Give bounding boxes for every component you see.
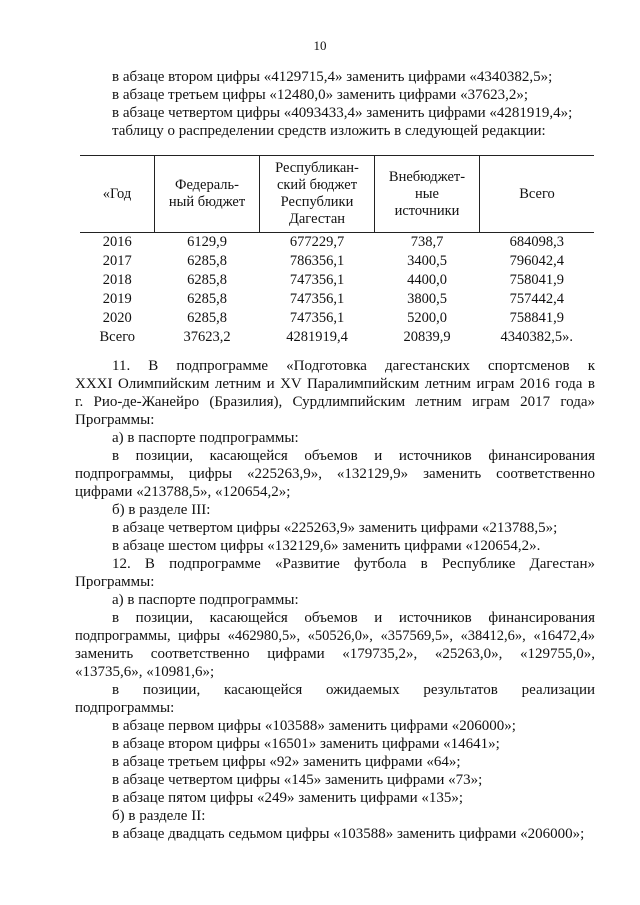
paragraph-line: в позиции, касающейся объемов и источников финансирования bbox=[112, 448, 595, 464]
paragraph-line: подпрограммы, цифры «462980,5», «50526,0», «357569,5», «38412,6», «16472,4» bbox=[75, 628, 595, 644]
cell: 2019 bbox=[102, 291, 132, 307]
cell: 3400,5 bbox=[407, 253, 447, 269]
paragraph-line: 12. В подпрограмме «Развитие футбола в Республике Дагестан» bbox=[112, 556, 595, 572]
cell: 6285,8 bbox=[187, 253, 227, 269]
text-line: в абзаце четвертом цифры «4093433,4» заменить цифрами «4281919,4»; bbox=[112, 105, 573, 121]
paragraph-line: в позиции, касающейся объемов и источников финансирования bbox=[112, 610, 595, 626]
cell: 747356,1 bbox=[289, 310, 345, 326]
paragraph-line: в абзаце первом цифры «103588» заменить цифрами «206000»; bbox=[112, 718, 516, 734]
table-row bbox=[80, 233, 594, 253]
header-offbudget: Внебюджет- ные источники bbox=[375, 156, 480, 233]
paragraph-line: в абзаце двадцать седьмом цифры «103588» заменить цифрами «206000»; bbox=[112, 826, 585, 842]
paragraph-line: 11. В подпрограмме «Подготовка дагестанских спортсменов к bbox=[112, 358, 595, 374]
cell: 757442,4 bbox=[509, 291, 564, 307]
cell: 6285,8 bbox=[187, 291, 227, 307]
cell: 2017 bbox=[102, 253, 132, 269]
paragraph-line: Программы: bbox=[75, 412, 155, 428]
table-row bbox=[80, 252, 594, 271]
paragraph-line: Программы: bbox=[75, 574, 155, 590]
paragraph-line: в позиции, касающейся ожидаемых результатов реализации bbox=[112, 682, 595, 698]
cell: Всего bbox=[99, 329, 136, 345]
table-row bbox=[80, 309, 594, 328]
table-row-total bbox=[80, 328, 594, 347]
cell: 20839,9 bbox=[403, 329, 451, 345]
table-row bbox=[80, 271, 594, 290]
paragraph-line: а) в паспорте подпрограммы: bbox=[112, 592, 299, 608]
cell: 6285,8 bbox=[187, 272, 227, 288]
cell: 2018 bbox=[102, 272, 132, 288]
paragraph-line: «13735,6», «10981,6»; bbox=[75, 664, 215, 680]
cell: 684098,3 bbox=[509, 234, 564, 250]
cell: 2016 bbox=[102, 234, 132, 250]
paragraph-line: в абзаце пятом цифры «249» заменить цифрами «135»; bbox=[112, 790, 464, 806]
header-year: «Год bbox=[80, 156, 155, 233]
page-number: 10 bbox=[313, 38, 327, 53]
paragraph-line: в абзаце четвертом цифры «145» заменить цифрами «73»; bbox=[112, 772, 483, 788]
funding-table bbox=[80, 155, 594, 347]
table-header-row bbox=[80, 156, 594, 233]
text-line: таблицу о распределении средств изложить в следующей редакции: bbox=[112, 123, 546, 139]
cell: 738,7 bbox=[410, 234, 444, 250]
cell: 796042,4 bbox=[509, 253, 564, 269]
paragraph-line: в абзаце втором цифры «16501» заменить цифрами «14641»; bbox=[112, 736, 500, 752]
cell: 4400,0 bbox=[407, 272, 447, 288]
cell: 747356,1 bbox=[289, 291, 345, 307]
cell: 6129,9 bbox=[187, 234, 227, 250]
header-republic: Республикан- ский бюджет Республики Дагестан bbox=[260, 156, 375, 233]
paragraph-line: а) в паспорте подпрограммы: bbox=[112, 430, 299, 446]
header-federal: Федераль- ный бюджет bbox=[155, 156, 260, 233]
cell: 5200,0 bbox=[407, 310, 447, 326]
cell: 3800,5 bbox=[407, 291, 447, 307]
cell: 747356,1 bbox=[289, 272, 345, 288]
cell: 4281919,4 bbox=[286, 329, 348, 345]
cell: 6285,8 bbox=[187, 310, 227, 326]
table-row bbox=[80, 290, 594, 309]
paragraph-line: подпрограммы, цифры «225263,9», «132129,9» заменить соответственно bbox=[75, 466, 595, 482]
paragraph-line: цифрами «213788,5», «120654,2»; bbox=[75, 484, 291, 500]
cell: 4340382,5». bbox=[500, 329, 573, 345]
paragraph-line: б) в разделе II: bbox=[112, 808, 206, 824]
text-line: в абзаце третьем цифры «12480,0» заменить цифрами «37623,2»; bbox=[112, 87, 528, 103]
cell: 2020 bbox=[102, 310, 132, 326]
text-line: в абзаце втором цифры «4129715,4» заменить цифрами «4340382,5»; bbox=[112, 69, 553, 85]
paragraph-line: г. Рио-де-Жанейро (Бразилия), Сурдлимпийским летним играм 2017 года» bbox=[75, 394, 595, 410]
header-total: Всего bbox=[480, 156, 595, 233]
cell: 758041,9 bbox=[509, 272, 564, 288]
paragraph-line: в абзаце шестом цифры «132129,6» заменить цифрами «120654,2». bbox=[112, 538, 541, 554]
paragraph-line: в абзаце четвертом цифры «225263,9» заменить цифрами «213788,5»; bbox=[112, 520, 558, 536]
paragraph-line: б) в разделе III: bbox=[112, 502, 211, 518]
cell: 786356,1 bbox=[289, 253, 345, 269]
paragraph-line: подпрограммы: bbox=[75, 700, 175, 716]
cell: 758841,9 bbox=[509, 310, 564, 326]
paragraph-line: заменить соответственно цифрами «179735,2», «25263,0», «129755,0», bbox=[75, 646, 595, 662]
paragraph-line: в абзаце третьем цифры «92» заменить цифрами «64»; bbox=[112, 754, 461, 770]
paragraph-line: XXXI Олимпийским летним и XV Паралимпийским летним играм 2016 года в bbox=[75, 376, 595, 392]
cell: 677229,7 bbox=[289, 234, 345, 250]
cell: 37623,2 bbox=[183, 329, 231, 345]
